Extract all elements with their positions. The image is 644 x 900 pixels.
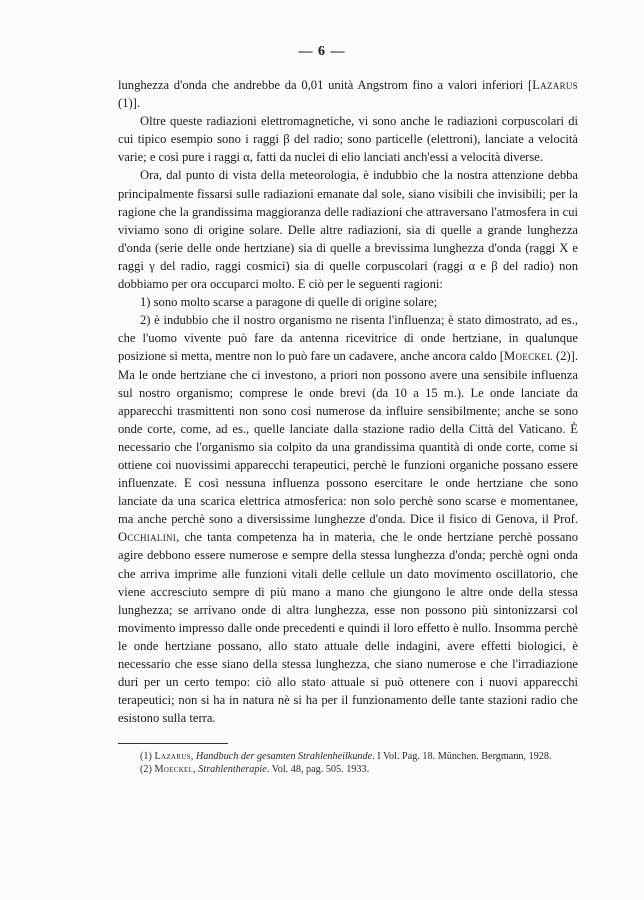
footnote-author: Lazarus	[154, 751, 191, 762]
footnote-title: Handbuch der gesamten Strahlenheilkunde	[195, 751, 373, 762]
footnote-details: . I Vol. Pag. 18. München. Bergmann, 1928.	[372, 751, 552, 762]
footnote-marker: (2)	[140, 764, 155, 776]
paragraph-1-text-a: lunghezza d'onda che andrebbe da 0,01 unità Angstrom fino a valori inferiori [	[118, 78, 533, 92]
footnote-details: . Vol. 48, pag. 505. 1933.	[266, 764, 370, 776]
footnotes	[118, 750, 578, 777]
citation-author-lazarus: Lazarus	[532, 78, 578, 92]
paragraph-5-text-a: 2) è indubbio che il nostro organismo ne risenta l'influenza; è stato dimostrato, ad es., che l'uomo vivente può fare da antenna ricevitrice di onde hertziane, in qualunque posizione si metta, mentre non lo può fare un cadavere, anche ancora caldo [	[118, 313, 578, 364]
author-occhialini: Occhialini	[118, 530, 177, 545]
list-item-1: 1) sono molto scarse a paragone di quelle di origine solare;	[140, 295, 438, 310]
paragraph-2: Oltre queste radiazioni elettromagnetiche, vi sono anche le radiazioni corpuscolari di cui tipico esempio sono i raggi β del radio; sono particelle (elettroni), lanciate a velocità varie; e così pure i raggi α, fatti da nuclei di elio lanciati anch'essi a velocità diverse.	[118, 114, 578, 165]
paragraph-3: Ora, dal punto di vista della meteorologia, è indubbio che la nostra attenzione debba principalmente fissarsi sulle radiazioni emanate dal sole, siano visibili che invisibili; per la ragione che la grandissima maggioranza delle radiazioni che attraversano l'atmosfera in cui viviamo sono di origine solare. Delle altre radiazioni, sia di quelle a grande lunghezza d'onda (serie delle onde hertziane) sia di quelle a brevissima lunghezza d'onda (raggi X e raggi γ del radio, raggi cosmici) sia di quelle corpuscolari (raggi α e β del radio) non dobbiamo per ora occuparci molto. E ciò per le seguenti ragioni:	[118, 168, 578, 292]
list-item-2	[118, 311, 578, 727]
paragraph-1-text-b: (1)].	[118, 96, 141, 111]
paragraph-5-text-c: , che tanta competenza ha in materia, che le onde hertziane perchè possano agire debbono essere numerose e sempre della stessa lunghezza d'onda; perchè ogni onda che arriva imprime alle funzioni vitali delle cellule un dato movimento oscillatorio, che viene accresciuto sempre di più mano a mano che giungono le altre onde della stessa lunghezza; se arrivano onde di altra lunghezza, esse non possono più sintonizzarsi col movimento impresso dalle onde precedenti e quindi il loro effetto è nullo. Insomma perchè le onde hertziane possano, allo stato attuale delle indagini, avere effetti biologici, è necessario che esse siano della stessa lunghezza, che siano numerose e che l'irradiazione duri per un certo tempo: ciò allo stato attuale si può ottenere con i nuovi apparecchi terapeutici; non si ha in natura nè si ha per il funzionamento delle tante stazioni radio che esistono sulla terra.	[118, 530, 578, 726]
footnote-author: Moeckel	[154, 764, 194, 776]
footnote-marker: (1)	[140, 751, 155, 762]
citation-author-moeckel: Moeckel	[503, 349, 553, 364]
paragraph-1	[118, 76, 578, 112]
footnote-2: (2) Moeckel, Strahlentherapie. Vol. 48, pag. 505. 1933.	[140, 764, 370, 776]
body-text	[118, 76, 578, 727]
paragraph-5-text-b: (2)]. Ma le onde hertziane che ci investono, a priori non possono avere una sensibile influenza sul nostro organismo; comprese le onde brevi (da 10 a 15 m.). Le onde lanciate da apparecchi trasmittenti non sono così numerose da influire sensibilmente; anche se sono onde corte, come, ad es., quelle lanciate dalla stazione radio della Città del Vaticano. È necessario che l'organismo sia colpito da una grandissima quantità di onde corte, come si ottiene coi nuovissimi apparecchi terapeutici, perchè le funzioni organiche possano essere influenzate. E così nessuna influenza possono esercitare le onde hertziane che sono lanciate da una scarica elettrica atmosferica: non solo perchè sono scarse e momentanee, ma anche perchè sono a diversissime lunghezze d'onda. Dice il fisico di Genova, il Prof.	[118, 349, 578, 527]
footnote-divider	[118, 743, 228, 744]
page-number: — 6 —	[298, 44, 346, 59]
footnote-title: Strahlentherapie	[198, 764, 267, 776]
footnote-1: (1) Lazarus, Handbuch der gesamten Strahlenheilkunde. I Vol. Pag. 18. München. Bergmann, 1928.	[140, 751, 552, 762]
